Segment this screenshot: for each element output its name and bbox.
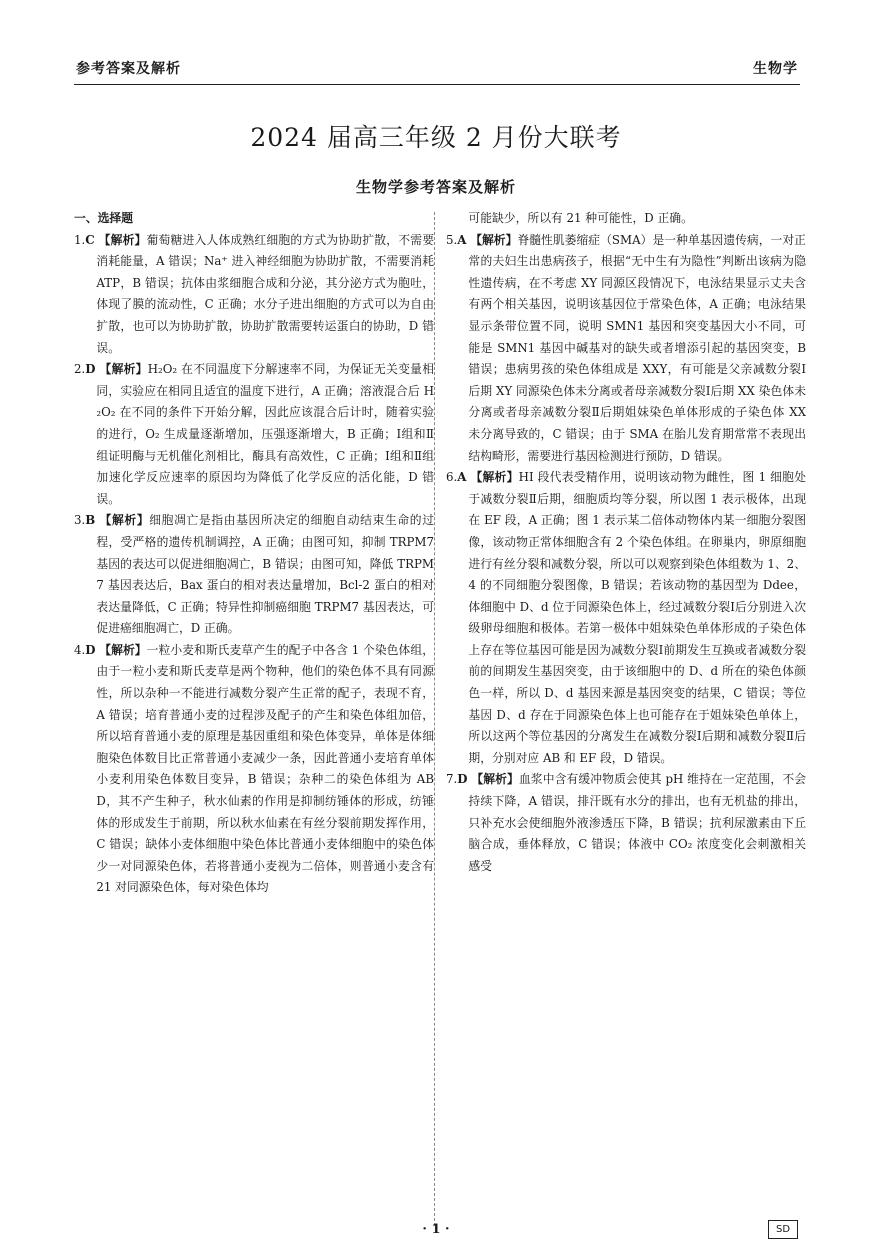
answer-letter: D [85, 362, 96, 377]
analysis-tag: 【解析】 [99, 642, 147, 657]
question-text: H₂O₂ 在不同温度下分解速率不同，为保证无关变量相同，实验应在相同且适宜的温度下进行，A 正确；溶液混合后 H₂O₂ 在不同的条件下开始分解，因此应该混合后计时，随着实验的进行，O₂ 生成量逐渐增加，压强逐渐增大，B 正确；Ⅰ组和Ⅱ组证明酶与无机催化剂相比，酶具有高效性，C 正确；Ⅰ组和Ⅱ组加速化学反应速率的原因均为降低了化学反应的活化能，D 错误。 [96, 362, 435, 506]
question-number: 1. [74, 232, 86, 247]
analysis-tag: 【解析】 [99, 362, 148, 377]
question-text: 血浆中含有缓冲物质会使其 pH 维持在一定范围，不会持续下降，A 错误，排汗既有水分的排出，也有无机盐的排出，只补充水会使细胞外液渗透压下降，B 错误；抗利尿激素由下丘脑合成，垂体释放，C 错误；体液中 CO₂ 浓度变化会刺激相关感受 [468, 772, 807, 873]
question-text: 脊髓性肌萎缩症（SMA）是一种单基因遗传病，一对正常的夫妇生出患病孩子，根据“无中生有为隐性”判断出该病为隐性遗传病，在不考虑 XY 同源区段情况下，电泳结果显示丈夫含有两个相关基因，说明该基因位于常染色体，A 正确；电泳结果显示条带位置不同，说明 SMN1 基因和突变基因大小不同，可能是 SMN1 基因中碱基对的缺失或者增添引起的基因突变，B 错误；患病男孩的染色体组成是 XXY，有可能是父亲减数分裂Ⅰ后期 XY 同源染色体未分离或者母亲减数分裂Ⅰ后期 XX 染色体未分离或者母亲减数分裂Ⅱ后期姐妹染色单体形成的子染色体 XX 未分离导致的，C 错误；由于 SMA 在胎儿发育期常常不表现出结构畸形，需要进行基因检测进行预防，D 错误。 [468, 232, 806, 463]
page-subtitle: 生物学参考答案及解析 [355, 178, 516, 196]
question-number: 6. [446, 470, 458, 485]
page-number: · 1 · [422, 1222, 450, 1237]
question-text: 细胞凋亡是指由基因所决定的细胞自动结束生命的过程，受严格的遗传机制调控，A 正确；由图可知，抑制 TRPM7 基因的表达可以促进细胞凋亡，B 错误；由图可知，降低 TRPM7 基因表达后，Bax 蛋白的相对表达量增加，Bcl-2 蛋白的相对表达量降低，C 正确；特异性抑制癌细胞 TRPM7 基因表达，可促进癌细胞凋亡，D 正确。 [96, 513, 434, 636]
page-title: 2024 届高三年级 2 月份大联考 [250, 123, 622, 152]
column-divider [434, 212, 435, 1226]
question-number: 7. [446, 772, 458, 787]
answer-letter: D [85, 642, 96, 657]
question-1 [74, 230, 434, 360]
question-2 [74, 359, 434, 510]
analysis-tag: 【解析】 [99, 513, 150, 528]
question-7 [446, 769, 806, 877]
question-text: 一粒小麦和斯氏麦草产生的配子中各含 1 个染色体组，由于一粒小麦和斯氏麦草是两个物种，他们的染色体不具有同源性，所以杂种一不能进行减数分裂产生正常的配子，表现不育，A 错误；培育普通小麦的过程涉及配子的产生和染色体组加倍，所以培育普通小麦的原理是基因重组和染色体变异，单体是体细胞染色体数目比正常普通小麦减少一条，因此普通小麦培育单体小麦利用染色体数目变异，B 错误；杂种二的染色体组为 ABD，其不产生种子，秋水仙素的作用是抑制纺锤体的形成，纺锤体的形成发生于前期，所以秋水仙素在有丝分裂前期发挥作用，C 错误；缺体小麦体细胞中染色体比普通小麦体细胞中的染色体少一对同源染色体，若将普通小麦视为二倍体，则普通小麦含有 21 对同源染色体，每对染色体均 [96, 642, 434, 895]
answer-letter: A [457, 470, 467, 485]
right-column [446, 208, 806, 877]
question-6 [446, 467, 806, 769]
question-text: HI 段代表受精作用，说明该动物为雌性，图 1 细胞处于减数分裂Ⅱ后期，细胞质均等分裂，所以图 1 表示极体，出现在 EF 段，A 正确；图 1 表示某二倍体动物体内某一细胞分裂图像，该动物正常体细胞含有 2 个染色体组。在卵巢内，卵原细胞进行有丝分裂和减数分裂，所以可以观察到染色体组数为 1、2、4 的不同细胞分裂图像，B 错误；若该动物的基因型为 Ddee，体细胞中 D、d 位于同源染色体上，经过减数分裂Ⅰ后分别进入次级卵母细胞和极体。若第一极体中姐妹染色单体形成的子染色体上存在等位基因可能是因为减数分裂Ⅰ前期发生互换或者减数分裂前的间期发生基因突变，由于该细胞中的 D、d 所在的染色体颜色一样，所以 D、d 基因来源是基因突变的结果，C 错误；等位基因 D、d 存在于同源染色体上也可能存在于姐妹染色单体上，所以这两个等位基因的分离发生在减数分裂Ⅰ后期和减数分裂Ⅱ后期，分别对应 AB 和 EF 段，D 错误。 [468, 470, 806, 765]
analysis-tag: 【解析】 [470, 232, 518, 247]
analysis-tag: 【解析】 [98, 232, 147, 247]
question-number: 2. [74, 362, 86, 377]
header-right: 生物学 [753, 61, 798, 77]
answer-letter: D [457, 772, 468, 787]
question-number: 5. [446, 232, 458, 247]
answer-letter: B [85, 513, 96, 528]
answer-letter: C [85, 232, 95, 247]
question-text: 葡萄糖进入人体成熟红细胞的方式为协助扩散，不需要消耗能量，A 错误；Na⁺ 进入神经细胞为协助扩散，不需要消耗 ATP，B 错误；抗体由浆细胞合成和分泌，其分泌方式为胞吐，体现了膜的流动性，C 正确；水分子进出细胞的方式可以为自由扩散，也可以为协助扩散，协助扩散需要转运蛋白的协助，D 错误。 [96, 232, 434, 355]
question-number: 4. [74, 642, 86, 657]
sd-badge: SD [768, 1220, 798, 1239]
analysis-tag: 【解析】 [470, 470, 519, 485]
question-4 [74, 640, 434, 899]
question-number: 3. [74, 513, 86, 528]
question-5 [446, 230, 806, 468]
header-rule [74, 84, 800, 85]
section-heading: 一、选择题 [74, 211, 133, 225]
analysis-tag: 【解析】 [471, 772, 519, 787]
question-4-continuation: 可能缺少，所以有 21 种可能性，D 正确。 [468, 211, 693, 225]
header-left: 参考答案及解析 [76, 61, 181, 77]
left-column [74, 208, 434, 899]
question-3 [74, 510, 434, 640]
answer-letter: A [457, 232, 467, 247]
